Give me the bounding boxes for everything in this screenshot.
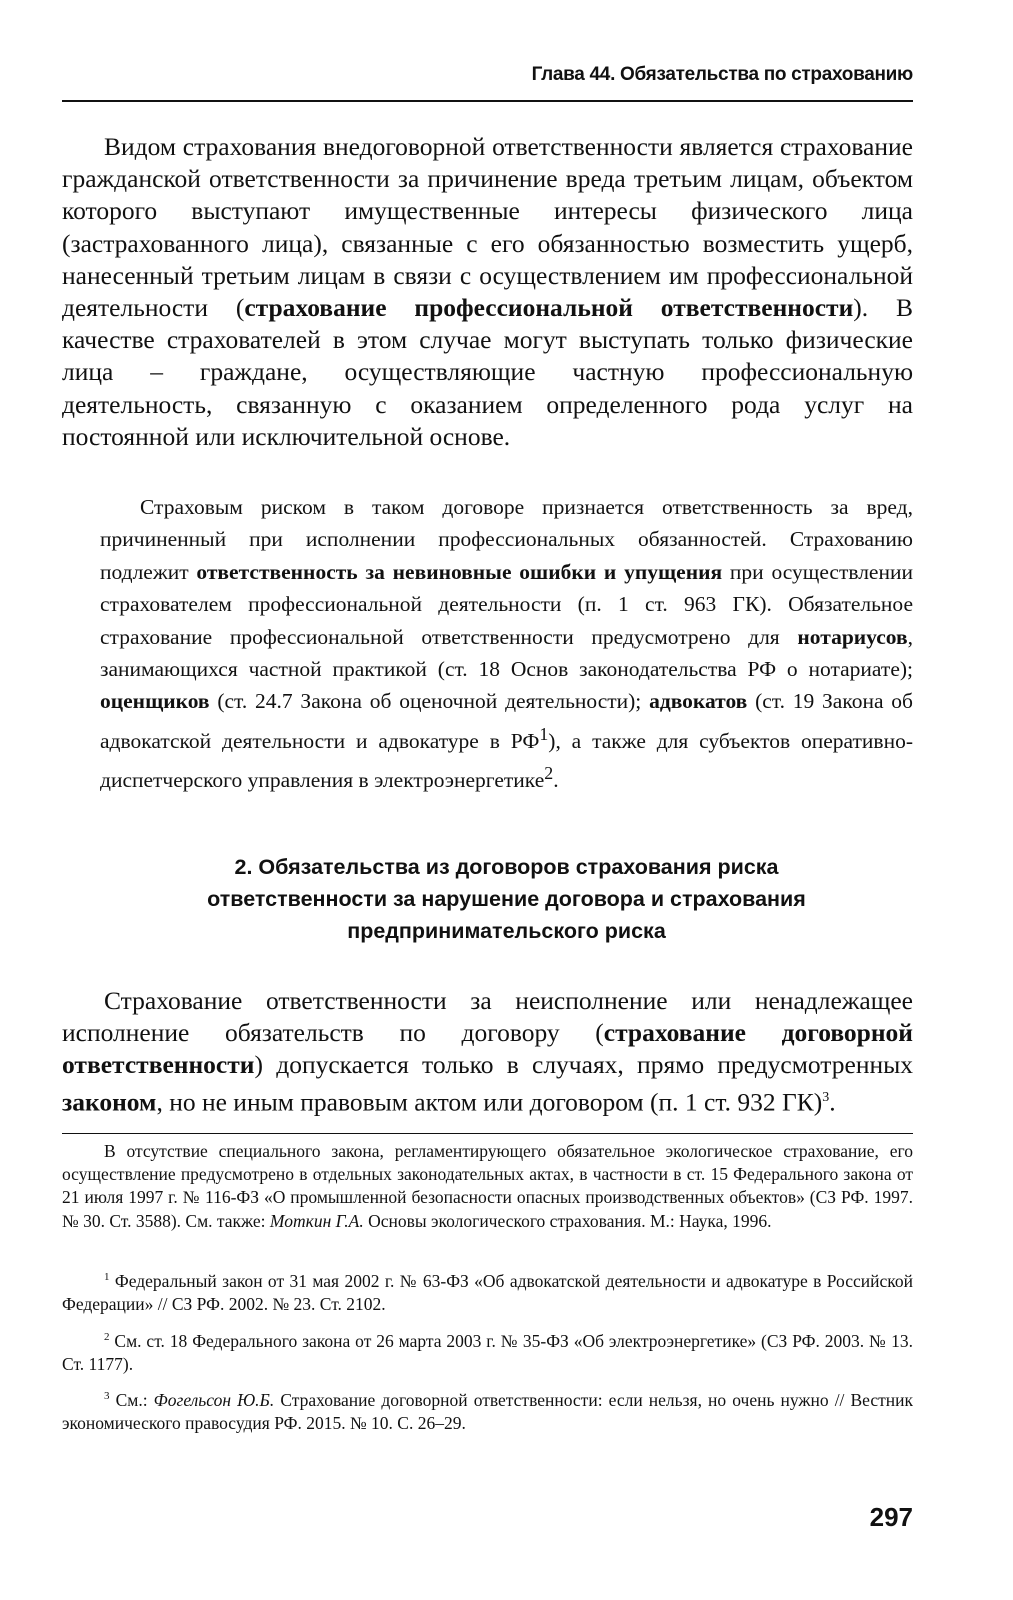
- page-number: 297: [869, 1502, 913, 1532]
- fn3-text-1: См.:: [115, 1390, 154, 1410]
- footnote-mark-2: 2: [104, 1331, 110, 1344]
- p2-text-5: (ст. 19 Закона об адвокатской деятельности и адвокатуре в РФ: [100, 689, 913, 753]
- footnote-mark-3: 3: [104, 1390, 110, 1403]
- p2-text-4: (ст. 24.7 Закона об оценочной деятельности);: [209, 689, 650, 714]
- p3-term-contractual-liability: страхование договорной ответственности: [62, 1018, 913, 1080]
- p2-text-7: .: [553, 768, 559, 793]
- p2-text-1: Страховым риском в таком договоре признается ответственность за вред, причиненный при исполнении профессиональных обязанностей. Страхованию подлежит: [100, 495, 913, 584]
- footnote-ref-1: 1: [539, 723, 549, 744]
- p1-text-2: ). В качестве страхователей в этом случае могут выступать только физические лица – граждане, осуществляющие частную профессиональную деятельность, связанную с оказанием определенного рода услуг на постоянной или исключительной основе.: [62, 293, 914, 451]
- p3-text-3: , но не иным правовым актом или договором (п. 1 ст. 932 ГК): [156, 1087, 823, 1117]
- section-heading: [100, 851, 913, 947]
- p1-term-professional-liability: страхование профессиональной ответственности: [244, 293, 854, 323]
- fn2-text: См. ст. 18 Федерального закона от 26 марта 2003 г. № 35-ФЗ «Об электроэнергетике» (СЗ РФ. 2003. № 13. Ст. 1177).: [62, 1331, 914, 1375]
- p3-text-4: .: [829, 1087, 836, 1117]
- footnote-ref-2: 2: [544, 763, 554, 784]
- fn0-text-2: Основы экологического страхования. М.: Наука, 1996.: [363, 1210, 772, 1231]
- p2-term-notaries: нотариусов: [797, 624, 908, 649]
- p2-text-3: , занимающихся частной практикой (ст. 18 Основ законодательства РФ о нотариате);: [100, 624, 913, 682]
- footnote-1: [62, 1270, 913, 1316]
- p2-text-2: при осуществлении страхователем профессиональной деятельности (п. 1 ст. 963 ГК). Обязательное страхование профессиональной ответственности предусмотрено для: [100, 559, 913, 649]
- footnote-ref-3: 3: [822, 1089, 830, 1105]
- paragraph-insurance-risk: [100, 491, 913, 797]
- p1-text-1: Видом страхования внедоговорной ответственности является страхование гражданской ответственности за причинение вреда третьим лицам, объектом которого выступают имущественные интересы физического лица (застрахованного лица), связанные с его обязанностью возместить ущерб, нанесенный третьим лицам в связи с осуществлением им профессиональной деятельности (: [62, 132, 913, 323]
- paragraph-contractual-liability: [62, 985, 913, 1118]
- footnote-2: [62, 1330, 913, 1376]
- running-head: Глава 44. Обязательства по страхованию: [531, 64, 913, 85]
- footnote-3: [62, 1389, 913, 1435]
- footnote-rule: [62, 1133, 913, 1134]
- heading-line-3: предпринимательского риска: [347, 919, 666, 943]
- p2-term-errors-omissions: ответственность за невиновные ошибки и упущения: [196, 559, 723, 584]
- p3-term-law: законом: [62, 1087, 157, 1117]
- footnote-ecological: [62, 1140, 913, 1233]
- fn0-author: Моткин Г.А.: [269, 1210, 364, 1231]
- p3-text-2: ) допускается только в случаях, прямо предусмотренных: [254, 1050, 913, 1080]
- p2-term-lawyers: адвокатов: [649, 689, 748, 714]
- heading-line-1: 2. Обязательства из договоров страхования риска: [234, 855, 779, 879]
- header-rule: [62, 100, 913, 102]
- footnote-mark-1: 1: [104, 1271, 110, 1284]
- p3-text-1: Страхование ответственности за неисполнение или ненадлежащее исполнение обязательств по договору (: [62, 986, 913, 1048]
- heading-line-2: ответственности за нарушение договора и страхования: [207, 887, 806, 911]
- paragraph-civil-liability: [62, 131, 913, 453]
- fn3-author: Фогельсон Ю.Б.: [153, 1390, 275, 1410]
- fn1-text: Федеральный закон от 31 мая 2002 г. № 63-ФЗ «Об адвокатской деятельности и адвокатуре в Российской Федерации» // СЗ РФ. 2002. № 23. Ст. 2102.: [62, 1271, 913, 1315]
- p2-text-6: ), а также для субъектов оперативно-диспетчерского управления в электроэнергетике: [100, 729, 913, 793]
- fn0-text-1: В отсутствие специального закона, регламентирующего обязательное экологическое страхование, его осуществление предусмотрено в отдельных законодательных актах, в частности в ст. 15 Федерального закона от 21 июля 1997 г. № 116-ФЗ «О промышленной безопасности опасных производственных объектов» (СЗ РФ. 1997. № 30. Ст. 3588). См. также:: [62, 1141, 913, 1231]
- fn3-text-2: Страхование договорной ответственности: если нельзя, но очень нужно // Вестник экономического правосудия РФ. 2015. № 10. С. 26–29.: [62, 1390, 914, 1434]
- p2-term-appraisers: оценщиков: [100, 689, 210, 714]
